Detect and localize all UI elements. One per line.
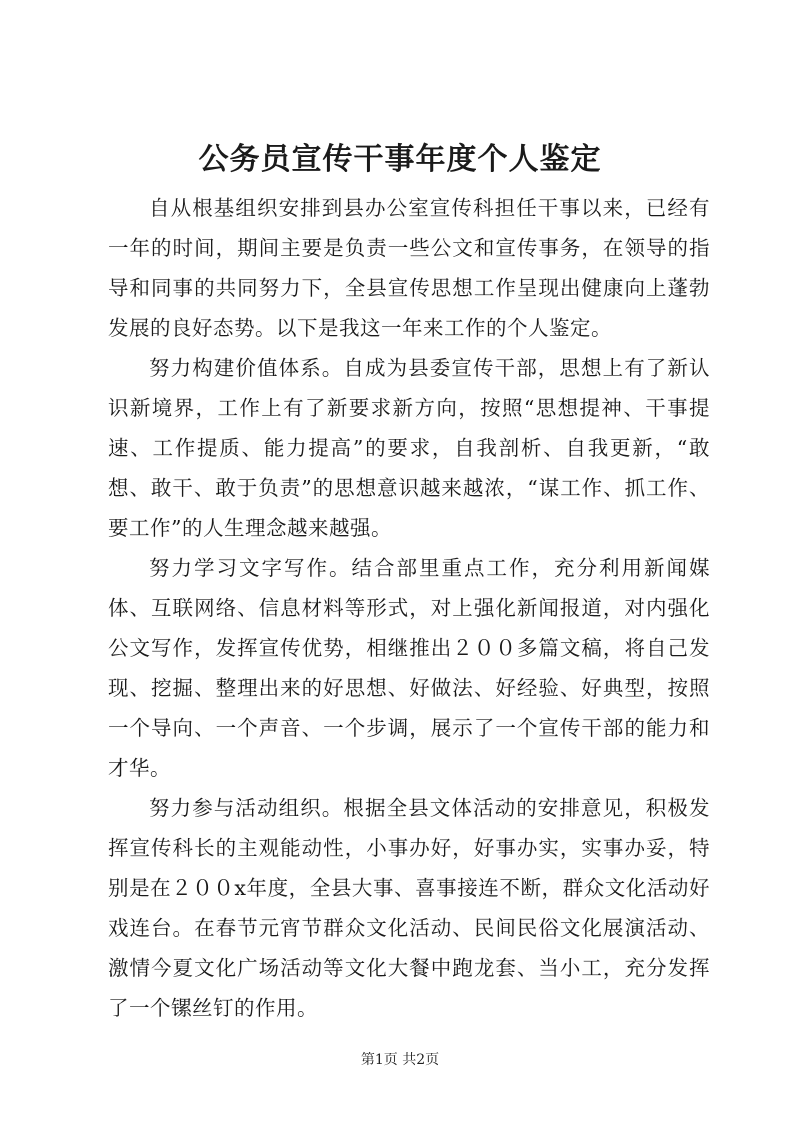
document-body — [108, 188, 710, 1028]
paragraph-activities: 努力参与活动组织。根据全县文体活动的安排意见，积极发挥宣传科长的主观能动性，小事办好，好事办实，实事办妥，特别是在２００x年度，全县大事、喜事接连不断，群众文化活动好戏连台。在春节元宵节群众文化活动、民间民俗文化展演活动、激情今夏文化广场活动等文化大餐中跑龙套、当小工，充分发挥了一个镙丝钉的作用。 — [108, 796, 710, 1020]
paragraph-value-system: 努力构建价值体系。自成为县委宣传干部，思想上有了新认识新境界，工作上有了新要求新方向，按照“思想提神、干事提速、工作提质、能力提高”的要求，自我剖析、自我更新，“敢想、敢干、敢于负责”的思想意识越来越浓，“谋工作、抓工作、要工作”的人生理念越来越强。 — [108, 356, 710, 540]
document-title: 公务员宣传干事年度个人鉴定 — [198, 142, 602, 177]
paragraph-intro: 自从根基组织安排到县办公室宣传科担任干事以来，已经有一年的时间，期间主要是负责一些公文和宣传事务，在领导的指导和同事的共同努力下，全县宣传思想工作呈现出健康向上蓬勃发展的良好态势。以下是我这一年来工作的个人鉴定。 — [108, 196, 710, 340]
paragraph-writing: 努力学习文字写作。结合部里重点工作，充分利用新闻媒体、互联网络、信息材料等形式，对上强化新闻报道，对内强化公文写作，发挥宣传优势，相继推出２００多篇文稿，将自己发现、挖掘、整理出来的好思想、好做法、好经验、好典型，按照一个导向、一个声音、一个步调，展示了一个宣传干部的能力和才华。 — [108, 556, 710, 780]
page-number-footer: 第1页 共2页 — [360, 1052, 440, 1068]
